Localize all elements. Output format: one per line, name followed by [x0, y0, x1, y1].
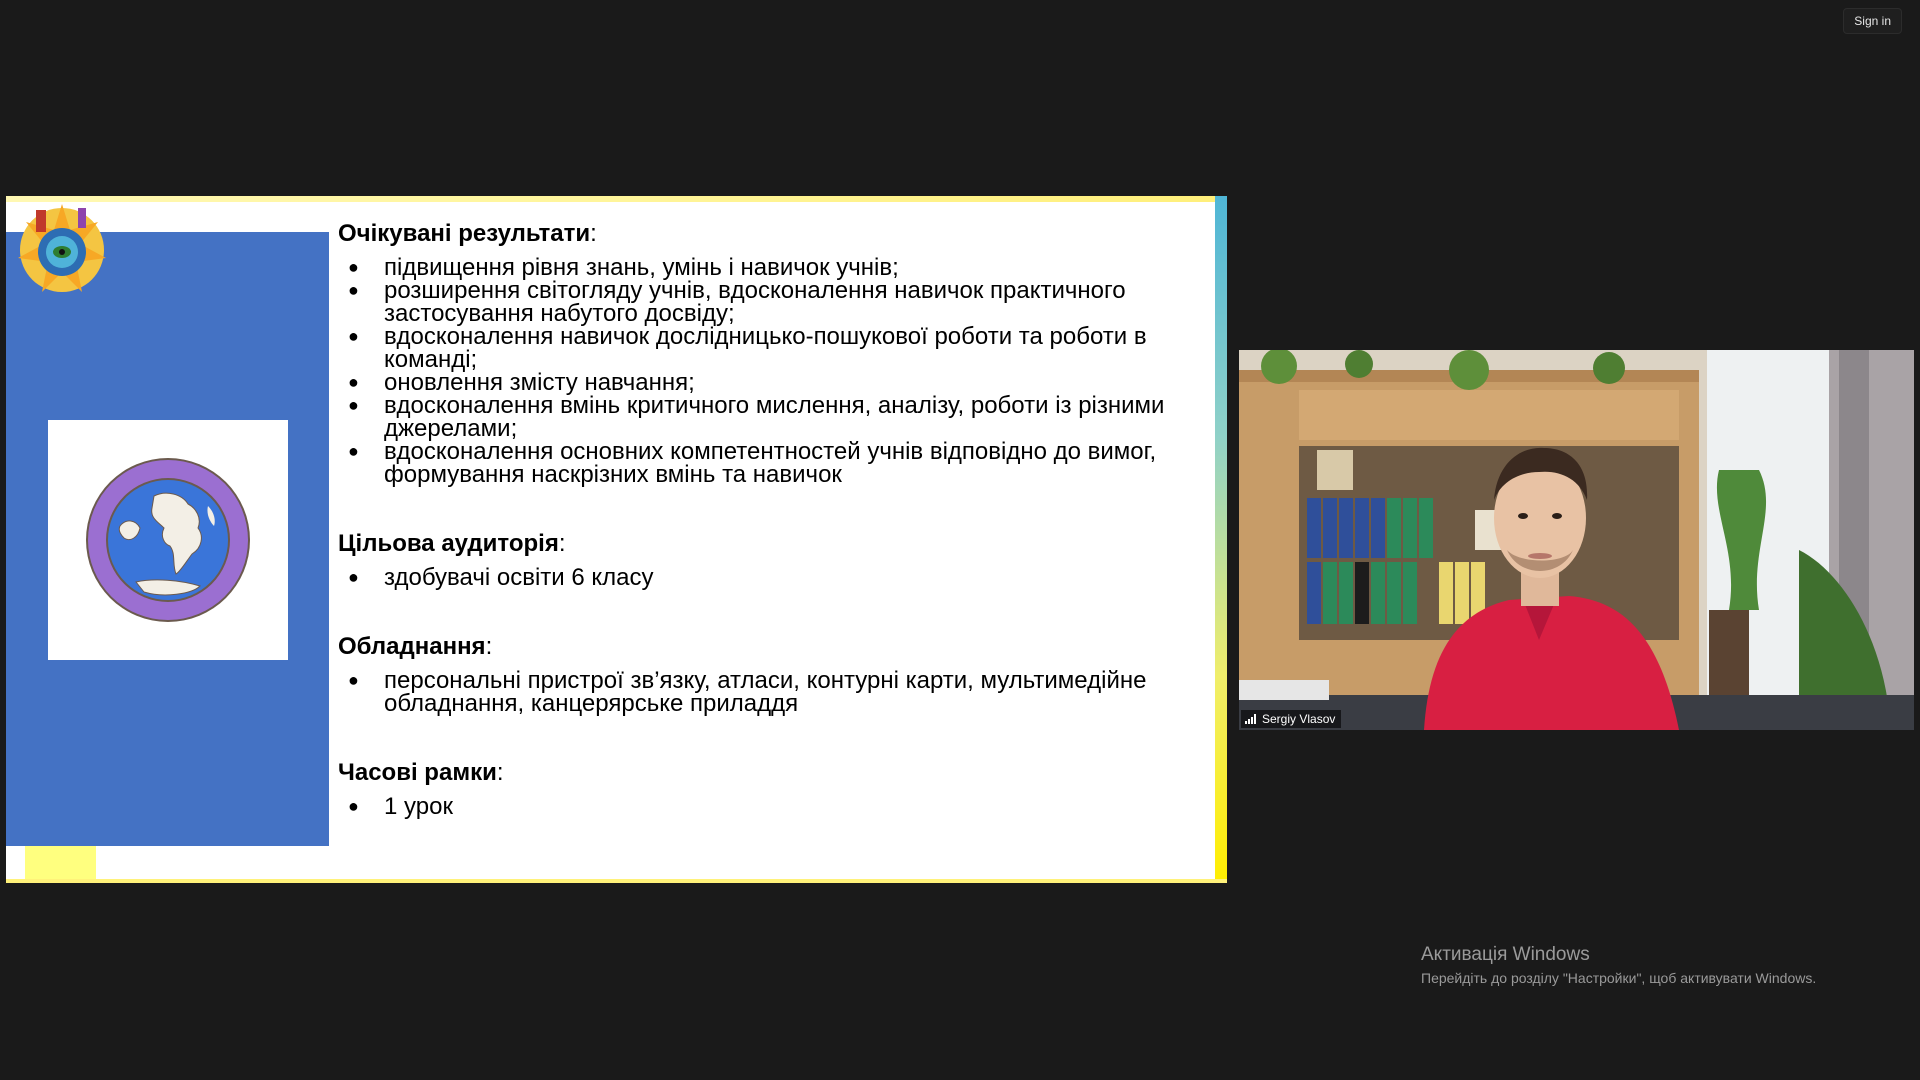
bullet-list [338, 256, 1198, 486]
slide-content [338, 220, 1198, 818]
list-item: ● підвищення рівня знань, умінь і навичок учнів; [338, 256, 1198, 279]
section-expected-results: Очікувані результати: ● підвищення рівня знань, умінь і навичок учнів; ● розширення світогляду учнів, вдосконалення навичок практичного застосування набутого досвіду; ● вдосконалення навичок дослідницько-пошукової роботи та роботи в команді; ● оновлення змісту навчання; ● вдосконалення вмінь критичного мислення, аналізу, роботи із різними джерелами; ● вдосконалення основних компетентностей учнів відповідно до вимог, формування наскрізних вмінь та навичок [338, 220, 1198, 486]
section-title: Цільова аудиторія [338, 530, 559, 557]
participant-video-tile[interactable] [1239, 350, 1914, 730]
section-target-audience: Цільова аудиторія: ● здобувачі освіти 6 класу [338, 530, 1198, 589]
list-item: ● розширення світогляду учнів, вдосконалення навичок практичного застосування набутого досвіду; [338, 279, 1198, 325]
participant-name-tag [1241, 710, 1341, 728]
globe-icon [84, 456, 252, 624]
windows-activation-watermark [1421, 944, 1816, 986]
list-item: ● вдосконалення навичок дослідницько-пошукової роботи та роботи в команді; [338, 325, 1198, 371]
list-item: ● вдосконалення основних компетентностей учнів відповідно до вимог, формування наскрізних вмінь та навичок [338, 440, 1198, 486]
slide-top-accent [6, 196, 1227, 202]
section-equipment: Обладнання: ● персональні пристрої зв’язку, атласи, контурні карти, мультимедійне обладнання, канцерярське приладдя [338, 633, 1198, 715]
slide-bottom-accent [6, 879, 1227, 883]
bullet-list [338, 566, 1198, 589]
bullet-list [338, 669, 1198, 715]
signal-strength-icon [1245, 714, 1257, 724]
bullet-list [338, 795, 1198, 818]
slide-right-accent [1215, 196, 1227, 883]
shared-slide [6, 196, 1227, 883]
list-item: ● здобувачі освіти 6 класу [338, 566, 1198, 589]
watermark-title: Активація Windows [1421, 944, 1590, 965]
list-item: ● вдосконалення вмінь критичного мислення, аналізу, роботи із різними джерелами; [338, 394, 1198, 440]
slide-yellow-square [25, 846, 96, 879]
participant-video-frame [1239, 350, 1914, 730]
list-item: ● оновлення змісту навчання; [338, 371, 1198, 394]
section-time-frame: Часові рамки: ● 1 урок [338, 759, 1198, 818]
school-logo-icon [12, 200, 112, 300]
globe-image-card [48, 420, 288, 660]
watermark-subtitle: Перейдіть до розділу "Настройки", щоб активувати Windows. [1421, 970, 1817, 986]
sign-in-button[interactable]: Sign in [1843, 8, 1902, 34]
section-title: Часові рамки [338, 759, 497, 786]
section-title: Очікувані результати [338, 220, 591, 247]
section-title: Обладнання [338, 633, 486, 660]
participant-name: Sergiy Vlasov [1262, 712, 1336, 726]
list-item: ● персональні пристрої зв’язку, атласи, контурні карти, мультимедійне обладнання, канцерярське приладдя [338, 669, 1198, 715]
list-item: ● 1 урок [338, 795, 1198, 818]
